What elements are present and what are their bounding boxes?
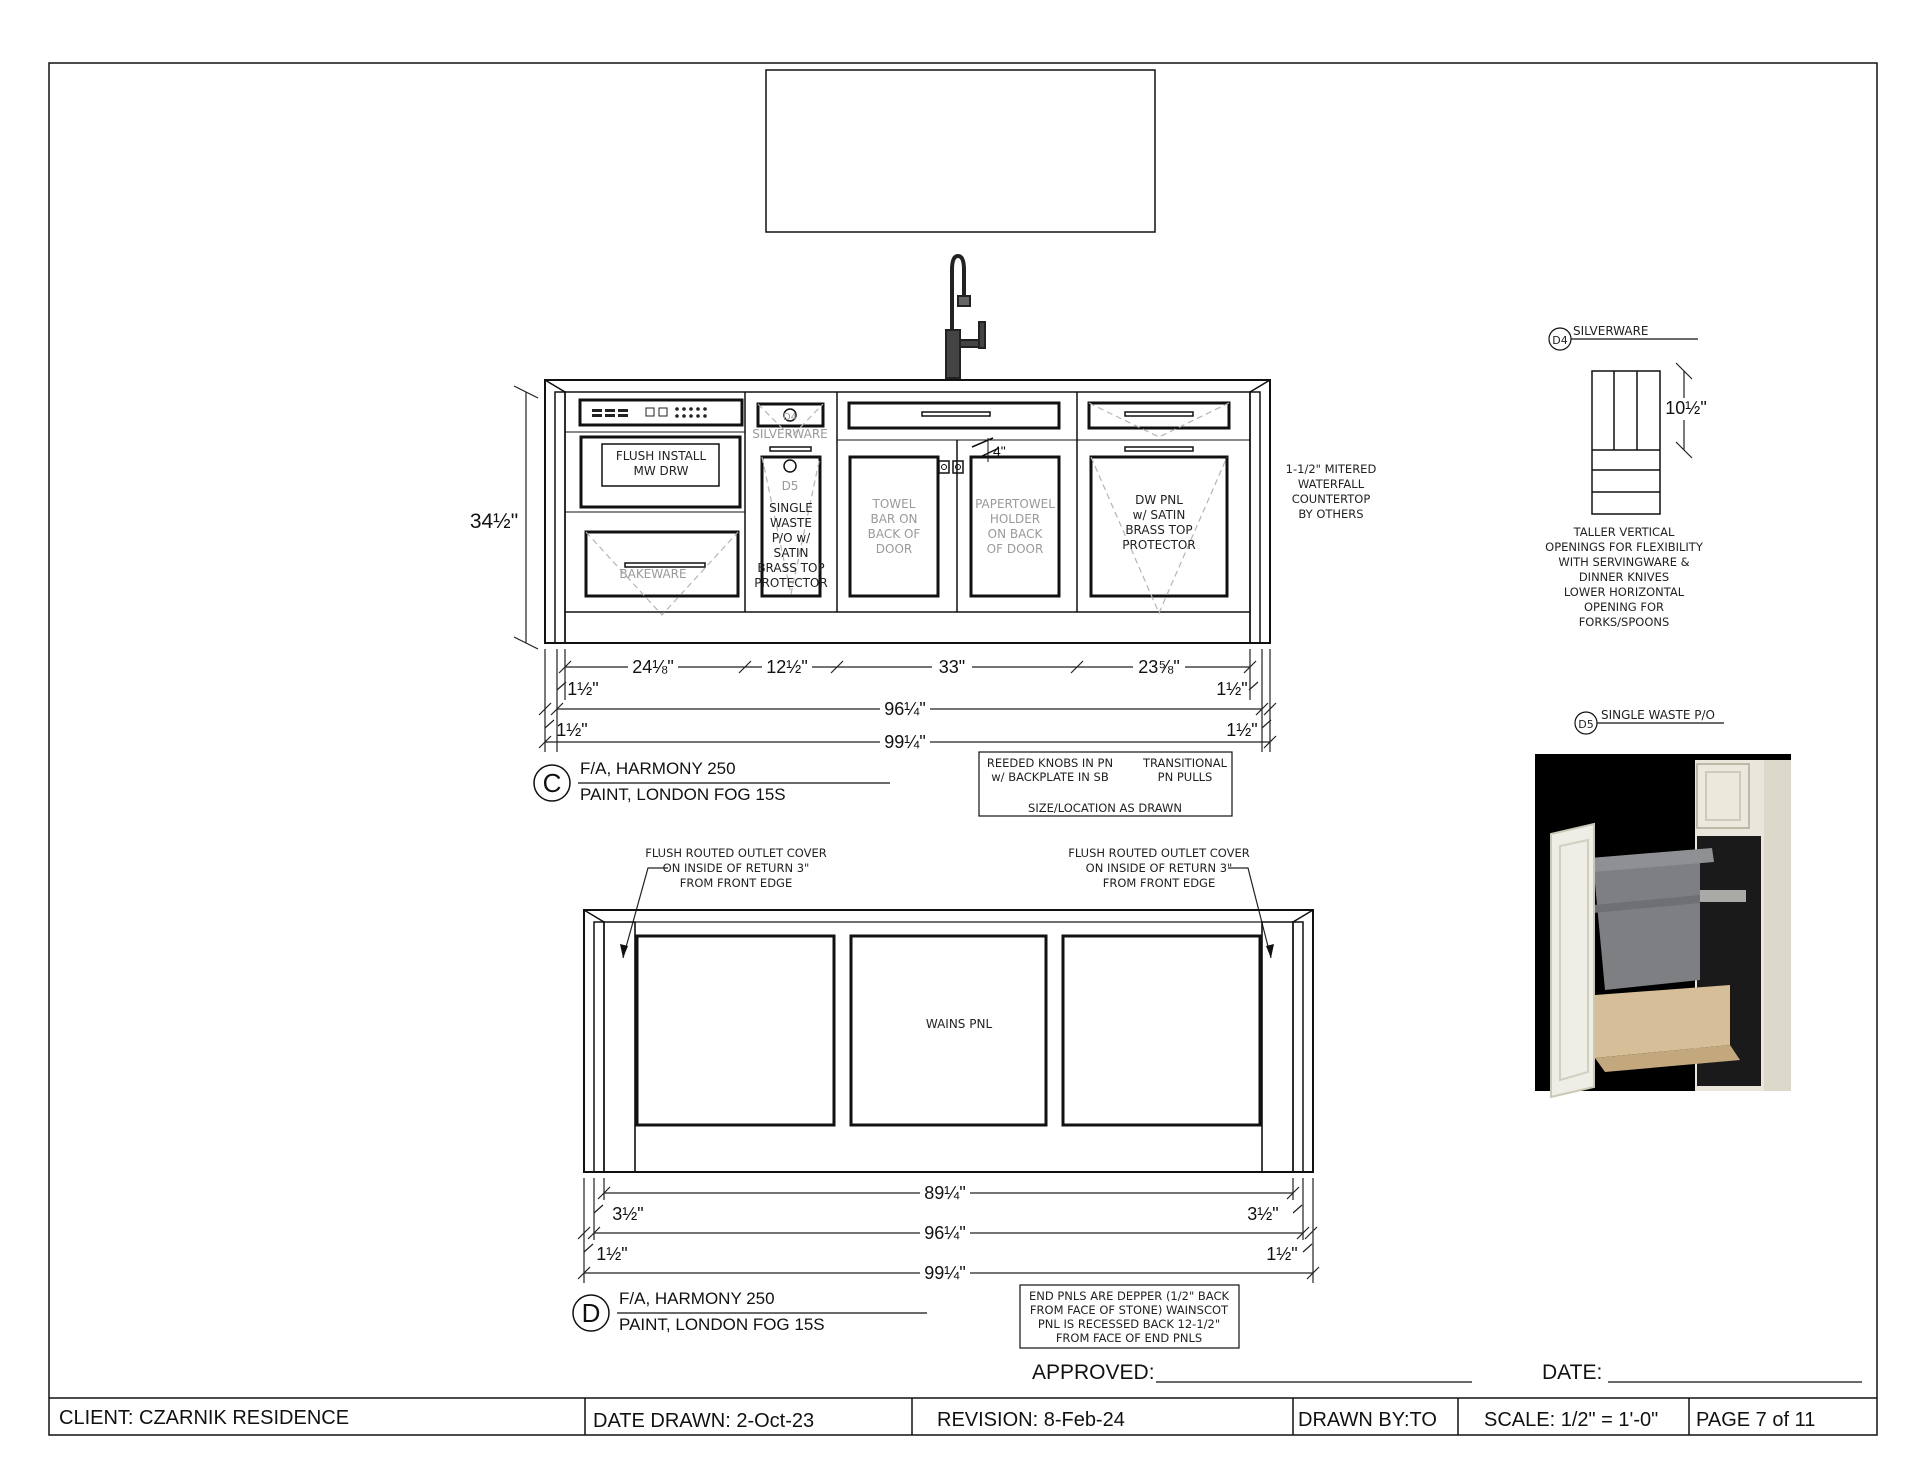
hardware-pulls-2: PN PULLS — [1157, 770, 1213, 784]
label-towel-bar — [868, 497, 921, 556]
svg-text:BACK OF: BACK OF — [867, 527, 921, 541]
dim-d-inner: 89¼" — [924, 1183, 966, 1203]
dim-overall-outer: 99¼" — [884, 732, 926, 752]
knob-dimension: 4" — [993, 443, 1006, 459]
height-dimension: 34½" — [469, 510, 519, 533]
svg-text:w/ SATIN: w/ SATIN — [1132, 508, 1186, 522]
d4-dimension: 10½" — [1665, 398, 1707, 418]
d4-note — [1545, 525, 1704, 629]
dim-d-left: 3½" — [612, 1204, 644, 1224]
svg-text:OPENING FOR: OPENING FOR — [1583, 600, 1665, 614]
label-single-waste — [754, 501, 827, 590]
svg-text:LOWER HORIZONTAL: LOWER HORIZONTAL — [1563, 585, 1685, 599]
outlet-note-right — [1068, 846, 1250, 890]
knob-icon — [939, 461, 949, 473]
label-bakeware: BAKEWARE — [619, 567, 687, 581]
svg-text:WITH SERVINGWARE &: WITH SERVINGWARE & — [1558, 555, 1690, 569]
label-silverware: SILVERWARE — [752, 427, 828, 441]
label-papertowel — [975, 497, 1055, 556]
svg-text:SATIN: SATIN — [773, 546, 809, 560]
elevation-c-spec-1: F/A, HARMONY 250 — [580, 759, 736, 778]
svg-text:PROTECTOR: PROTECTOR — [1122, 538, 1196, 552]
svg-text:BAR ON: BAR ON — [870, 512, 918, 526]
scale: SCALE: 1/2" = 1'-0" — [1484, 1409, 1659, 1431]
svg-text:PAPERTOWEL: PAPERTOWEL — [975, 497, 1055, 511]
microwave-control-panel — [580, 400, 742, 425]
d4-title: SILVERWARE — [1573, 324, 1649, 338]
date-drawn: DATE DRAWN: 2-Oct-23 — [593, 1410, 815, 1432]
svg-text:TALLER VERTICAL: TALLER VERTICAL — [1573, 525, 1675, 539]
detail-d4 — [1545, 324, 1708, 629]
date-label: DATE: — [1542, 1361, 1603, 1384]
bakeware-drawer — [586, 532, 738, 596]
dim-overall-inner: 96¼" — [884, 699, 926, 719]
knob-icon — [953, 461, 963, 473]
end-panel-note-1: END PNLS ARE DEPPER (1/2" BACK — [1028, 1289, 1230, 1303]
hardware-footer: SIZE/LOCATION AS DRAWN — [1028, 801, 1182, 815]
waste-pullout-photo — [1535, 754, 1791, 1097]
faucet-icon — [946, 256, 985, 378]
svg-text:BY OTHERS: BY OTHERS — [1298, 507, 1364, 521]
label-mw-drw: MW DRW — [633, 464, 689, 478]
svg-text:ON INSIDE OF RETURN 3": ON INSIDE OF RETURN 3" — [1085, 861, 1233, 875]
d4-tag: D4 — [1552, 334, 1568, 347]
dim-section-2: 12½" — [766, 657, 808, 677]
detail-d5 — [1535, 708, 1791, 1097]
svg-text:P/O w/: P/O w/ — [771, 531, 811, 545]
label-dw-panel — [1122, 493, 1195, 552]
hardware-pulls-1: TRANSITIONAL — [1142, 756, 1228, 770]
knob-icon — [784, 460, 796, 472]
dim-d-mid: 96¼" — [924, 1223, 966, 1243]
svg-text:DINNER KNIVES: DINNER KNIVES — [1578, 570, 1670, 584]
hardware-knobs-1: REEDED KNOBS IN PN — [986, 756, 1114, 770]
dim-d-outer: 99¼" — [924, 1263, 966, 1283]
dim-right-side: 1½" — [1216, 679, 1248, 699]
dim-d-end-right: 1½" — [1266, 1244, 1298, 1264]
end-panel-note-4: FROM FACE OF END PNLS — [1055, 1331, 1203, 1345]
svg-text:ON BACK: ON BACK — [987, 527, 1043, 541]
svg-text:C: C — [542, 768, 562, 798]
tag-d5: D5 — [781, 479, 799, 493]
end-panel-note-3: PNL IS RECESSED BACK 12-1/2" — [1037, 1317, 1221, 1331]
svg-text:BRASS TOP: BRASS TOP — [757, 561, 825, 575]
hardware-knobs-2: w/ BACKPLATE IN SB — [991, 770, 1109, 784]
approved-label: APPROVED: — [1032, 1361, 1155, 1384]
wains-pnl-label: WAINS PNL — [925, 1017, 993, 1031]
dim-section-1: 24⅛" — [632, 657, 674, 677]
wainscot-panel-right — [1063, 936, 1260, 1125]
drawn-by: DRAWN BY:TO — [1298, 1409, 1437, 1431]
svg-text:FLUSH ROUTED OUTLET COVER: FLUSH ROUTED OUTLET COVER — [1068, 846, 1250, 860]
svg-text:OF DOOR: OF DOOR — [986, 542, 1044, 556]
d5-tag: D5 — [1578, 718, 1594, 731]
svg-text:DOOR: DOOR — [875, 542, 913, 556]
svg-text:WATERFALL: WATERFALL — [1297, 477, 1365, 491]
dim-end-right: 1½" — [1226, 720, 1258, 740]
window-outline — [766, 70, 1155, 232]
svg-text:TOWEL: TOWEL — [872, 497, 916, 511]
svg-text:COUNTERTOP: COUNTERTOP — [1291, 492, 1371, 506]
dim-d-end-left: 1½" — [596, 1244, 628, 1264]
elevation-d — [573, 846, 1319, 1348]
svg-text:FORKS/SPOONS: FORKS/SPOONS — [1578, 615, 1670, 629]
svg-text:FROM FRONT EDGE: FROM FRONT EDGE — [679, 876, 793, 890]
dim-end-left: 1½" — [556, 720, 588, 740]
svg-text:HOLDER: HOLDER — [989, 512, 1041, 526]
dim-section-4: 23⅝" — [1138, 657, 1180, 677]
svg-text:FROM FRONT EDGE: FROM FRONT EDGE — [1102, 876, 1216, 890]
elevation-c-spec-2: PAINT, LONDON FOG 15S — [580, 785, 786, 804]
revision: REVISION: 8-Feb-24 — [937, 1409, 1125, 1431]
svg-text:ON INSIDE OF RETURN 3": ON INSIDE OF RETURN 3" — [662, 861, 810, 875]
svg-text:1-1/2" MITERED: 1-1/2" MITERED — [1285, 462, 1377, 476]
svg-text:DW PNL: DW PNL — [1135, 493, 1183, 507]
tag-d4: D4 — [782, 412, 798, 423]
svg-text:SINGLE: SINGLE — [769, 501, 813, 515]
d5-title: SINGLE WASTE P/O — [1601, 708, 1715, 722]
dim-d-right: 3½" — [1247, 1204, 1279, 1224]
wainscot-panel-left — [637, 936, 834, 1125]
client-name: CLIENT: CZARNIK RESIDENCE — [59, 1407, 350, 1429]
svg-text:PROTECTOR: PROTECTOR — [754, 576, 828, 590]
label-flush-install: FLUSH INSTALL — [615, 449, 707, 463]
end-panel-note-2: FROM FACE OF STONE) WAINSCOT — [1029, 1303, 1229, 1317]
svg-text:BRASS TOP: BRASS TOP — [1125, 523, 1193, 537]
elevation-d-spec-1: F/A, HARMONY 250 — [619, 1289, 775, 1308]
elevation-c — [470, 256, 1377, 816]
outlet-note-left — [645, 846, 827, 890]
elevation-d-spec-2: PAINT, LONDON FOG 15S — [619, 1315, 825, 1334]
svg-text:WASTE: WASTE — [770, 516, 812, 530]
svg-text:OPENINGS FOR FLEXIBILITY: OPENINGS FOR FLEXIBILITY — [1545, 540, 1703, 554]
title-block — [49, 1398, 1877, 1435]
page-number: PAGE 7 of 11 — [1696, 1409, 1816, 1431]
dim-section-3: 33" — [938, 657, 966, 677]
mitered-countertop-note — [1286, 462, 1377, 521]
svg-text:FLUSH ROUTED OUTLET COVER: FLUSH ROUTED OUTLET COVER — [645, 846, 827, 860]
dim-left-side: 1½" — [567, 679, 599, 699]
svg-text:D: D — [581, 1298, 601, 1328]
